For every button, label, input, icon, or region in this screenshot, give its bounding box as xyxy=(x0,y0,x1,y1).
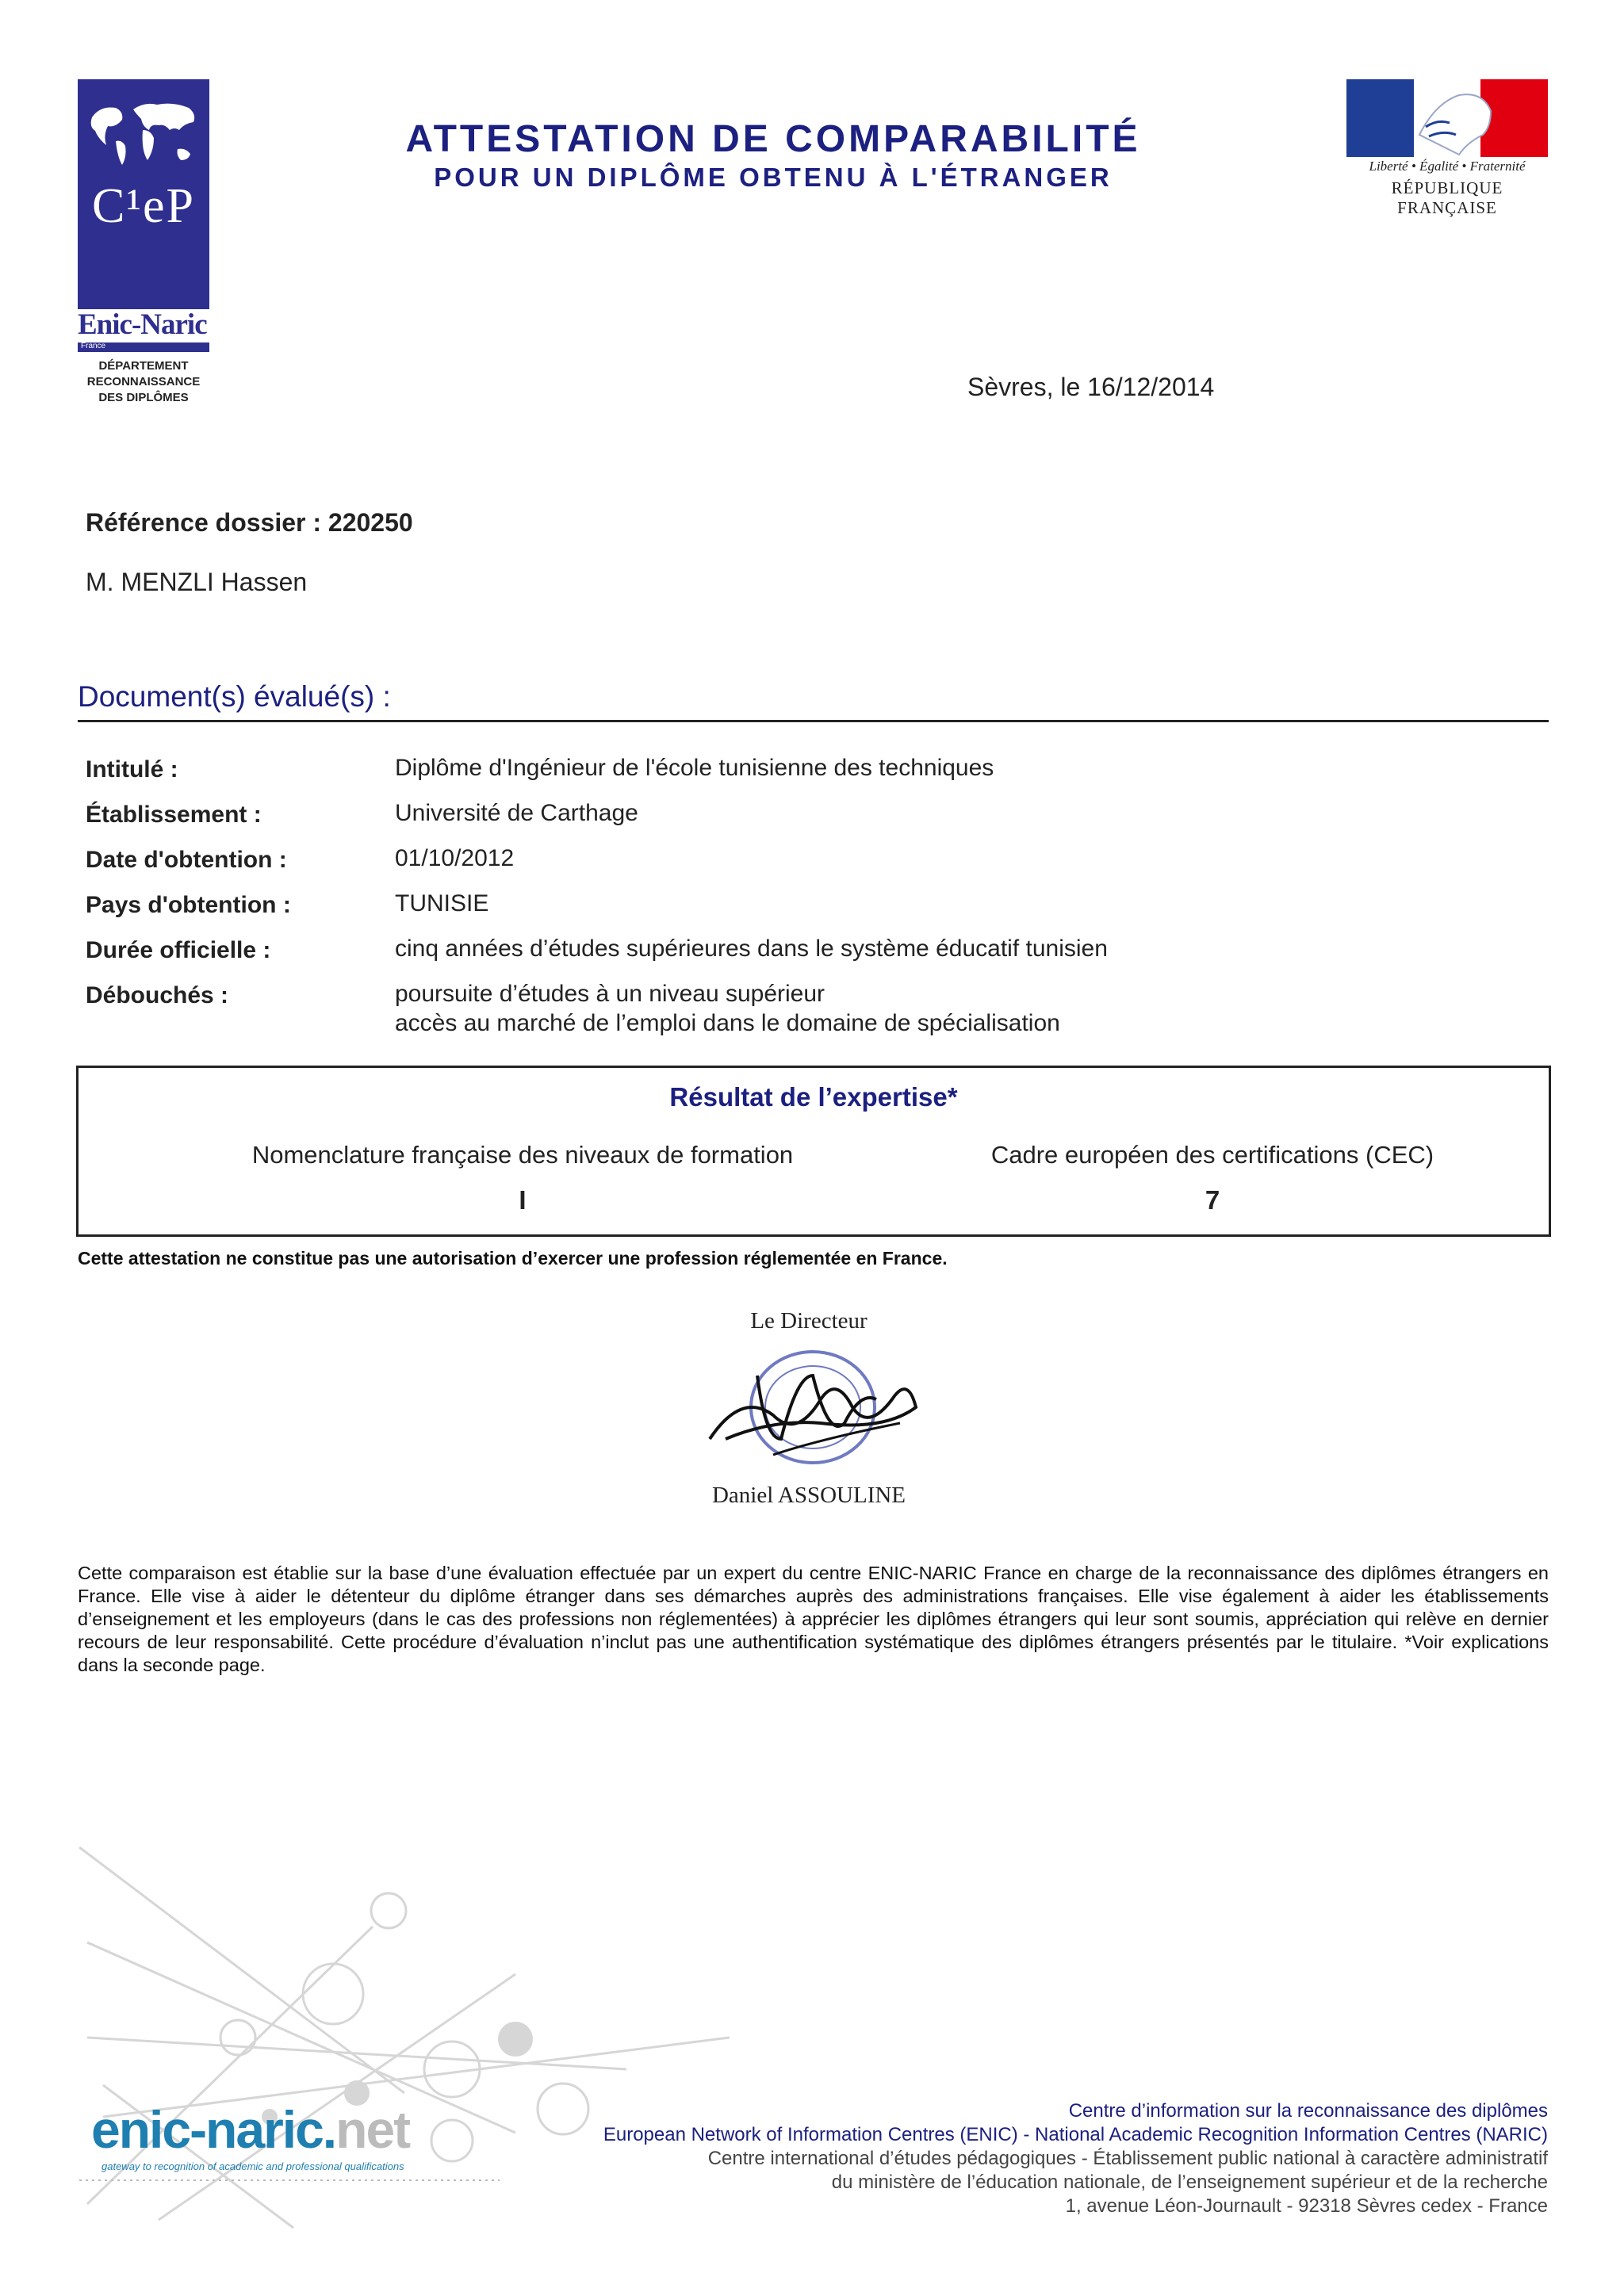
ciep-letters: C¹eP xyxy=(92,179,195,233)
result-box xyxy=(76,1066,1551,1237)
department-line: RECONNAISSANCE xyxy=(86,375,201,388)
field-label: Date d'obtention : xyxy=(86,847,287,873)
field-value: accès au marché de l’emploi dans le domaine de spécialisation xyxy=(395,1010,1060,1036)
enic-naric-net: net xyxy=(335,2100,410,2159)
result-value-cec: 7 xyxy=(1205,1185,1220,1215)
enic-naric-word: enic-naric. xyxy=(91,2100,336,2159)
department-line: DÉPARTEMENT xyxy=(98,359,189,373)
disclaimer: Cette attestation ne constitue pas une autorisation d’exercer une profession réglementée en France. xyxy=(78,1248,948,1269)
enic-naric-label: Enic-Naric xyxy=(78,308,207,341)
field-label: Durée officielle : xyxy=(86,937,271,963)
field-label: Débouchés : xyxy=(86,982,229,1008)
department-line: DES DIPLÔMES xyxy=(98,391,189,404)
holder-name: M. MENZLI Hassen xyxy=(86,568,308,596)
network-graphic-icon xyxy=(71,1831,785,2244)
page-subtitle: POUR UN DIPLÔME OBTENU À L'ÉTRANGER xyxy=(434,163,1113,192)
field-value: Diplôme d'Ingénieur de l'école tunisienne des techniques xyxy=(395,755,994,781)
enic-naric-logo xyxy=(91,2099,409,2160)
signature-stamp-icon xyxy=(702,1344,924,1479)
field-value: 01/10/2012 xyxy=(395,845,515,871)
republic-name: RÉPUBLIQUE FRANÇAISE xyxy=(1391,178,1503,217)
result-header-cec: Cadre européen des certifications (CEC) xyxy=(990,1141,1434,1169)
footer-line: 1, avenue Léon-Journault - 92318 Sèvres cedex - France xyxy=(1065,2195,1548,2217)
field-label: Pays d'obtention : xyxy=(86,892,291,918)
field-label: Intitulé : xyxy=(86,756,178,783)
signature-block xyxy=(666,1308,952,1514)
explanation-paragraph: Cette comparaison est établie sur la base d’une évaluation effectuée par un expert du centre ENIC-NARIC France en charge de la reconnaissance des diplômes étrangers en France. Elle vise à aider le détenteur du diplôme étranger dans ses démarches auprès des administrations françaises. Elle vise également à aider les établissements d’enseignement et les employeurs (dans le cas des professions non réglementées) à apprécier les diplômes étrangers qui leur sont soumis, appréciation qui relève en dernier recours de leur responsabilité. Cette procédure d’évaluation n’inclut pas une authentification systématique des diplômes étrangers présentés par le titulaire. *Voir explications dans la seconde page. xyxy=(78,1563,1549,1675)
enic-naric-tagline: gateway to recognition of academic and professional qualifications xyxy=(102,2160,404,2172)
heading-divider xyxy=(78,720,1549,722)
france-label: France xyxy=(81,342,106,350)
result-header-french: Nomenclature française des niveaux de formation xyxy=(251,1141,794,1169)
footer-line: Centre d’information sur la reconnaissance des diplômes xyxy=(1068,2100,1548,2122)
footer-line: European Network of Information Centres (ENIC) - National Academic Recognition Information Centres (NARIC) xyxy=(603,2124,1548,2145)
result-title: Résultat de l’expertise* xyxy=(669,1082,958,1112)
reference-number: Référence dossier : 220250 xyxy=(86,508,413,537)
republique-francaise-logo xyxy=(1346,79,1548,217)
field-value: cinq années d’études supérieures dans le système éducatif tunisien xyxy=(395,936,1108,962)
marianne-flag-icon xyxy=(1346,79,1548,157)
page-title: ATTESTATION DE COMPARABILITÉ xyxy=(405,118,1141,160)
field-value: poursuite d’études à un niveau supérieur xyxy=(395,981,825,1007)
field-value: Université de Carthage xyxy=(395,800,638,826)
documents-heading: Document(s) évalué(s) : xyxy=(78,680,391,713)
field-label: Établissement : xyxy=(86,802,262,828)
footer-line: du ministère de l’éducation nationale, de l’enseignement supérieur et de la recherche xyxy=(831,2172,1548,2193)
signatory-title: Le Directeur xyxy=(750,1308,868,1334)
footer-line: Centre international d’études pédagogiques - Établissement public national à caractère administratif xyxy=(707,2148,1548,2169)
field-value: TUNISIE xyxy=(395,890,489,916)
date-line: Sèvres, le 16/12/2014 xyxy=(967,373,1215,401)
republic-motto: Liberté • Égalité • Fraternité xyxy=(1369,159,1526,174)
signatory-name: Daniel ASSOULINE xyxy=(711,1483,906,1508)
department-label xyxy=(78,358,209,406)
result-value-french: I xyxy=(519,1185,527,1215)
